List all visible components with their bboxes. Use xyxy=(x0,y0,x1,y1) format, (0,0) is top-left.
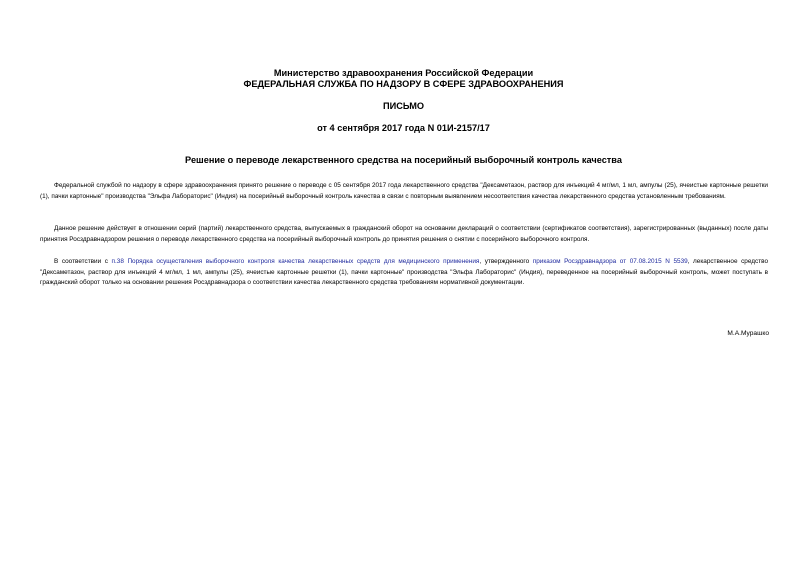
paragraph-3-text-part-1: В соответствии с xyxy=(54,258,112,265)
paragraph-3-text-part-3: , лекарственное средство "Дексаметазон, раствор для инъекций 4 мг/мл, 1 мл, ампулы (25), ячеистые картонные решетки (1), пачки картонные" производства "Эльфа Лабораторис" (Индия), переведенное на посерийный выборочный контроль, может поступать в гражданский оборот только на основании решения Росздравнадзора о соответствии качества лекарственного средства требованиям нормативной документации. xyxy=(40,258,769,287)
document-date-number: от 4 сентября 2017 года N 01И-2157/17 xyxy=(317,123,490,133)
procedure-clause-38-link[interactable]: п.38 Порядка осуществления выборочного контроля качества лекарственных средств для медицинского применения xyxy=(111,258,480,265)
ministry-heading: Министерство здравоохранения Российской Федерации xyxy=(273,68,534,78)
roszdravnadzor-order-link[interactable]: приказом Росздравнадзора от 07.08.2015 N 5539 xyxy=(532,258,688,265)
body-paragraph-2: Данное решение действует в отношении серий (партий) лекарственного средства, выпускаемых в гражданский оборот на основании деклараций о соответствии (сертификатов соответствия), зарегистрированных (выданных) после даты принятия Росздравнадзором решения о переводе лекарственного средства на посерийный выборочный контроль до принятия решения о снятии с посерийного выборочного контроля. xyxy=(40,225,768,243)
body-paragraph-1: Федеральной службой по надзору в сфере здравоохранения принято решение о переводе с 05 сентября 2017 года лекарственного средства "Дексаметазон, раствор для инъекций 4 мг/мл, 1 мл, ампулы (25), ячеистые картонные решетки (1), пачки картонные" производства "Эльфа Лабораторис" (Индия) на посерийный выборочный контроль качества в связи с повторным выявлением несоответствия качества лекарственного средства установленным требованиям. xyxy=(40,182,768,200)
paragraph-3-text-part-2: , утвержденного xyxy=(479,258,533,265)
service-heading: ФЕДЕРАЛЬНАЯ СЛУЖБА ПО НАДЗОРУ В СФЕРЕ ЗДРАВООХРАНЕНИЯ xyxy=(243,79,564,89)
document-type-heading: ПИСЬМО xyxy=(382,101,425,111)
signature: М.А.Мурашко xyxy=(727,330,769,337)
document-title: Решение о переводе лекарственного средства на посерийный выборочный контроль качества xyxy=(185,155,622,165)
body-paragraph-3 xyxy=(40,257,768,289)
